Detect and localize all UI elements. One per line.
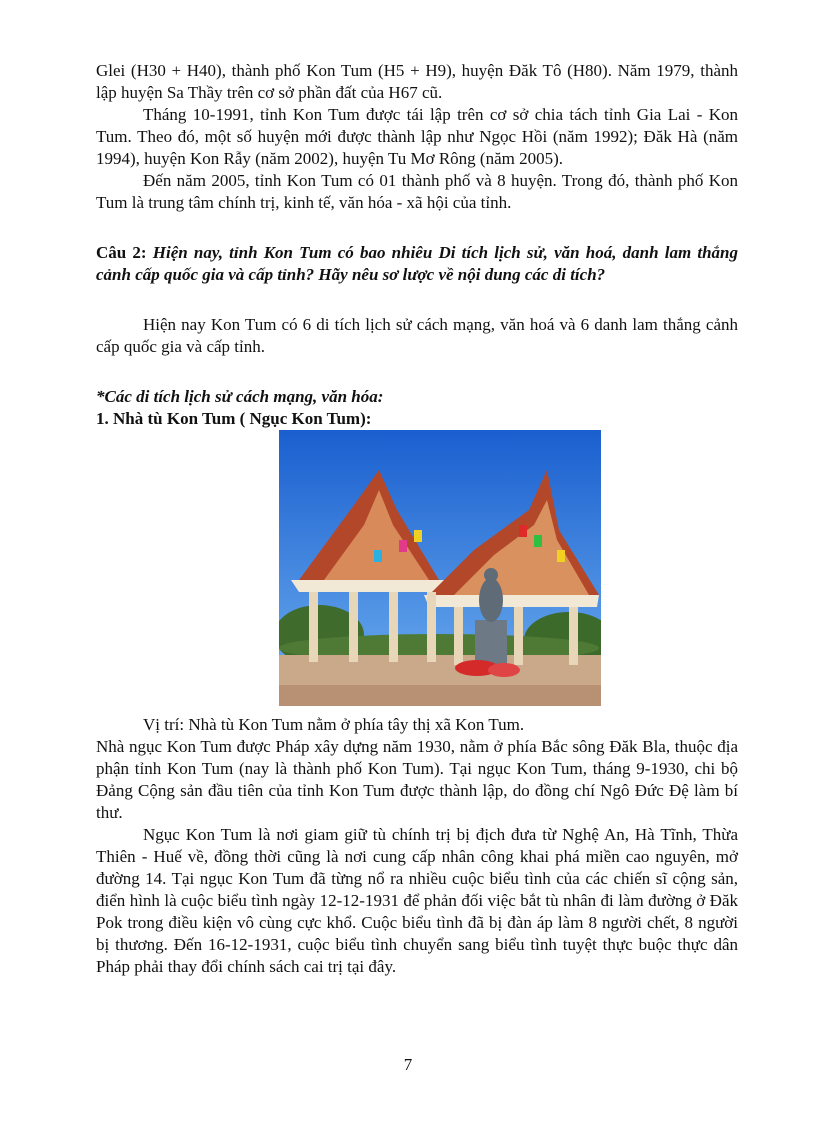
page-content	[96, 60, 738, 978]
page-number: 7	[403, 1055, 413, 1074]
question-heading	[96, 242, 738, 286]
answer-lead: Hiện nay Kon Tum có 6 di tích lịch sử cách mạng, văn hoá và 6 danh lam thắng cảnh cấp quốc gia và cấp tỉnh.	[96, 315, 738, 356]
paragraph-2005: Đến năm 2005, tỉnh Kon Tum có 01 thành phố và 8 huyện. Trong đó, thành phố Kon Tum là trung tâm chính trị, kinh tế, văn hóa - xã hội của tỉnh.	[96, 171, 738, 212]
paragraph-reestablishment: Tháng 10-1991, tỉnh Kon Tum được tái lập trên cơ sở chia tách tỉnh Gia Lai - Kon Tum. Theo đó, một số huyện mới được thành lập như Ngọc Hồi (năm 1992); Đăk Hà (năm 1994), huyện Kon Rẫy (năm 2002), huyện Tu Mơ Rông (năm 2005).	[96, 105, 738, 168]
paragraph-continuation: Glei (H30 + H40), thành phố Kon Tum (H5 + H9), huyện Đăk Tô (H80). Năm 1979, thành lập huyện Sa Thầy trên cơ sở phần đất của H67 cũ.	[96, 61, 738, 102]
item-heading: 1. Nhà tù Kon Tum ( Ngục Kon Tum):	[96, 409, 372, 428]
question-label: Câu 2:	[96, 243, 153, 262]
photo-container	[96, 430, 738, 706]
monument-photo-icon	[279, 430, 601, 706]
paragraph-history: Nhà ngục Kon Tum được Pháp xây dựng năm 1930, nằm ở phía Bắc sông Đăk Bla, thuộc địa phận tỉnh Kon Tum (nay là thành phố Kon Tum). Tại ngục Kon Tum, tháng 9-1930, chi bộ Đảng Cộng sản đầu tiên của tỉnh Kon Tum được thành lập, do đồng chí Ngô Đức Đệ làm bí thư.	[96, 737, 738, 822]
paragraph-protest: Ngục Kon Tum là nơi giam giữ tù chính trị bị địch đưa từ Nghệ An, Hà Tĩnh, Thừa Thiên - Huế về, đồng thời cũng là nơi cung cấp nhân công khai phá miền cao nguyên, mở đường 14. Tại ngục Kon Tum đã từng nổ ra nhiều cuộc biểu tình của các chiến sĩ cộng sản, điển hình là cuộc biểu tình ngày 12-12-1931 để phản đối việc bắt tù nhân đi làm đường ở Đăk Pok trong điều kiện vô cùng cực khổ. Cuộc biểu tình đã bị đàn áp làm 8 người chết, 8 người bị thương. Đến 16-12-1931, cuộc biểu tình chuyển sang biểu tình tuyệt thực buộc thực dân Pháp phải thay đổi chính sách cai trị tại đây.	[96, 825, 738, 976]
paragraph-location: Vị trí: Nhà tù Kon Tum nằm ở phía tây thị xã Kon Tum.	[143, 715, 525, 734]
section-heading: *Các di tích lịch sử cách mạng, văn hóa:	[96, 387, 384, 406]
question-text: Hiện nay, tỉnh Kon Tum có bao nhiêu Di tích lịch sử, văn hoá, danh lam thắng cảnh cấp quốc gia và cấp tỉnh? Hãy nêu sơ lược về nội dung các di tích?	[96, 243, 738, 284]
